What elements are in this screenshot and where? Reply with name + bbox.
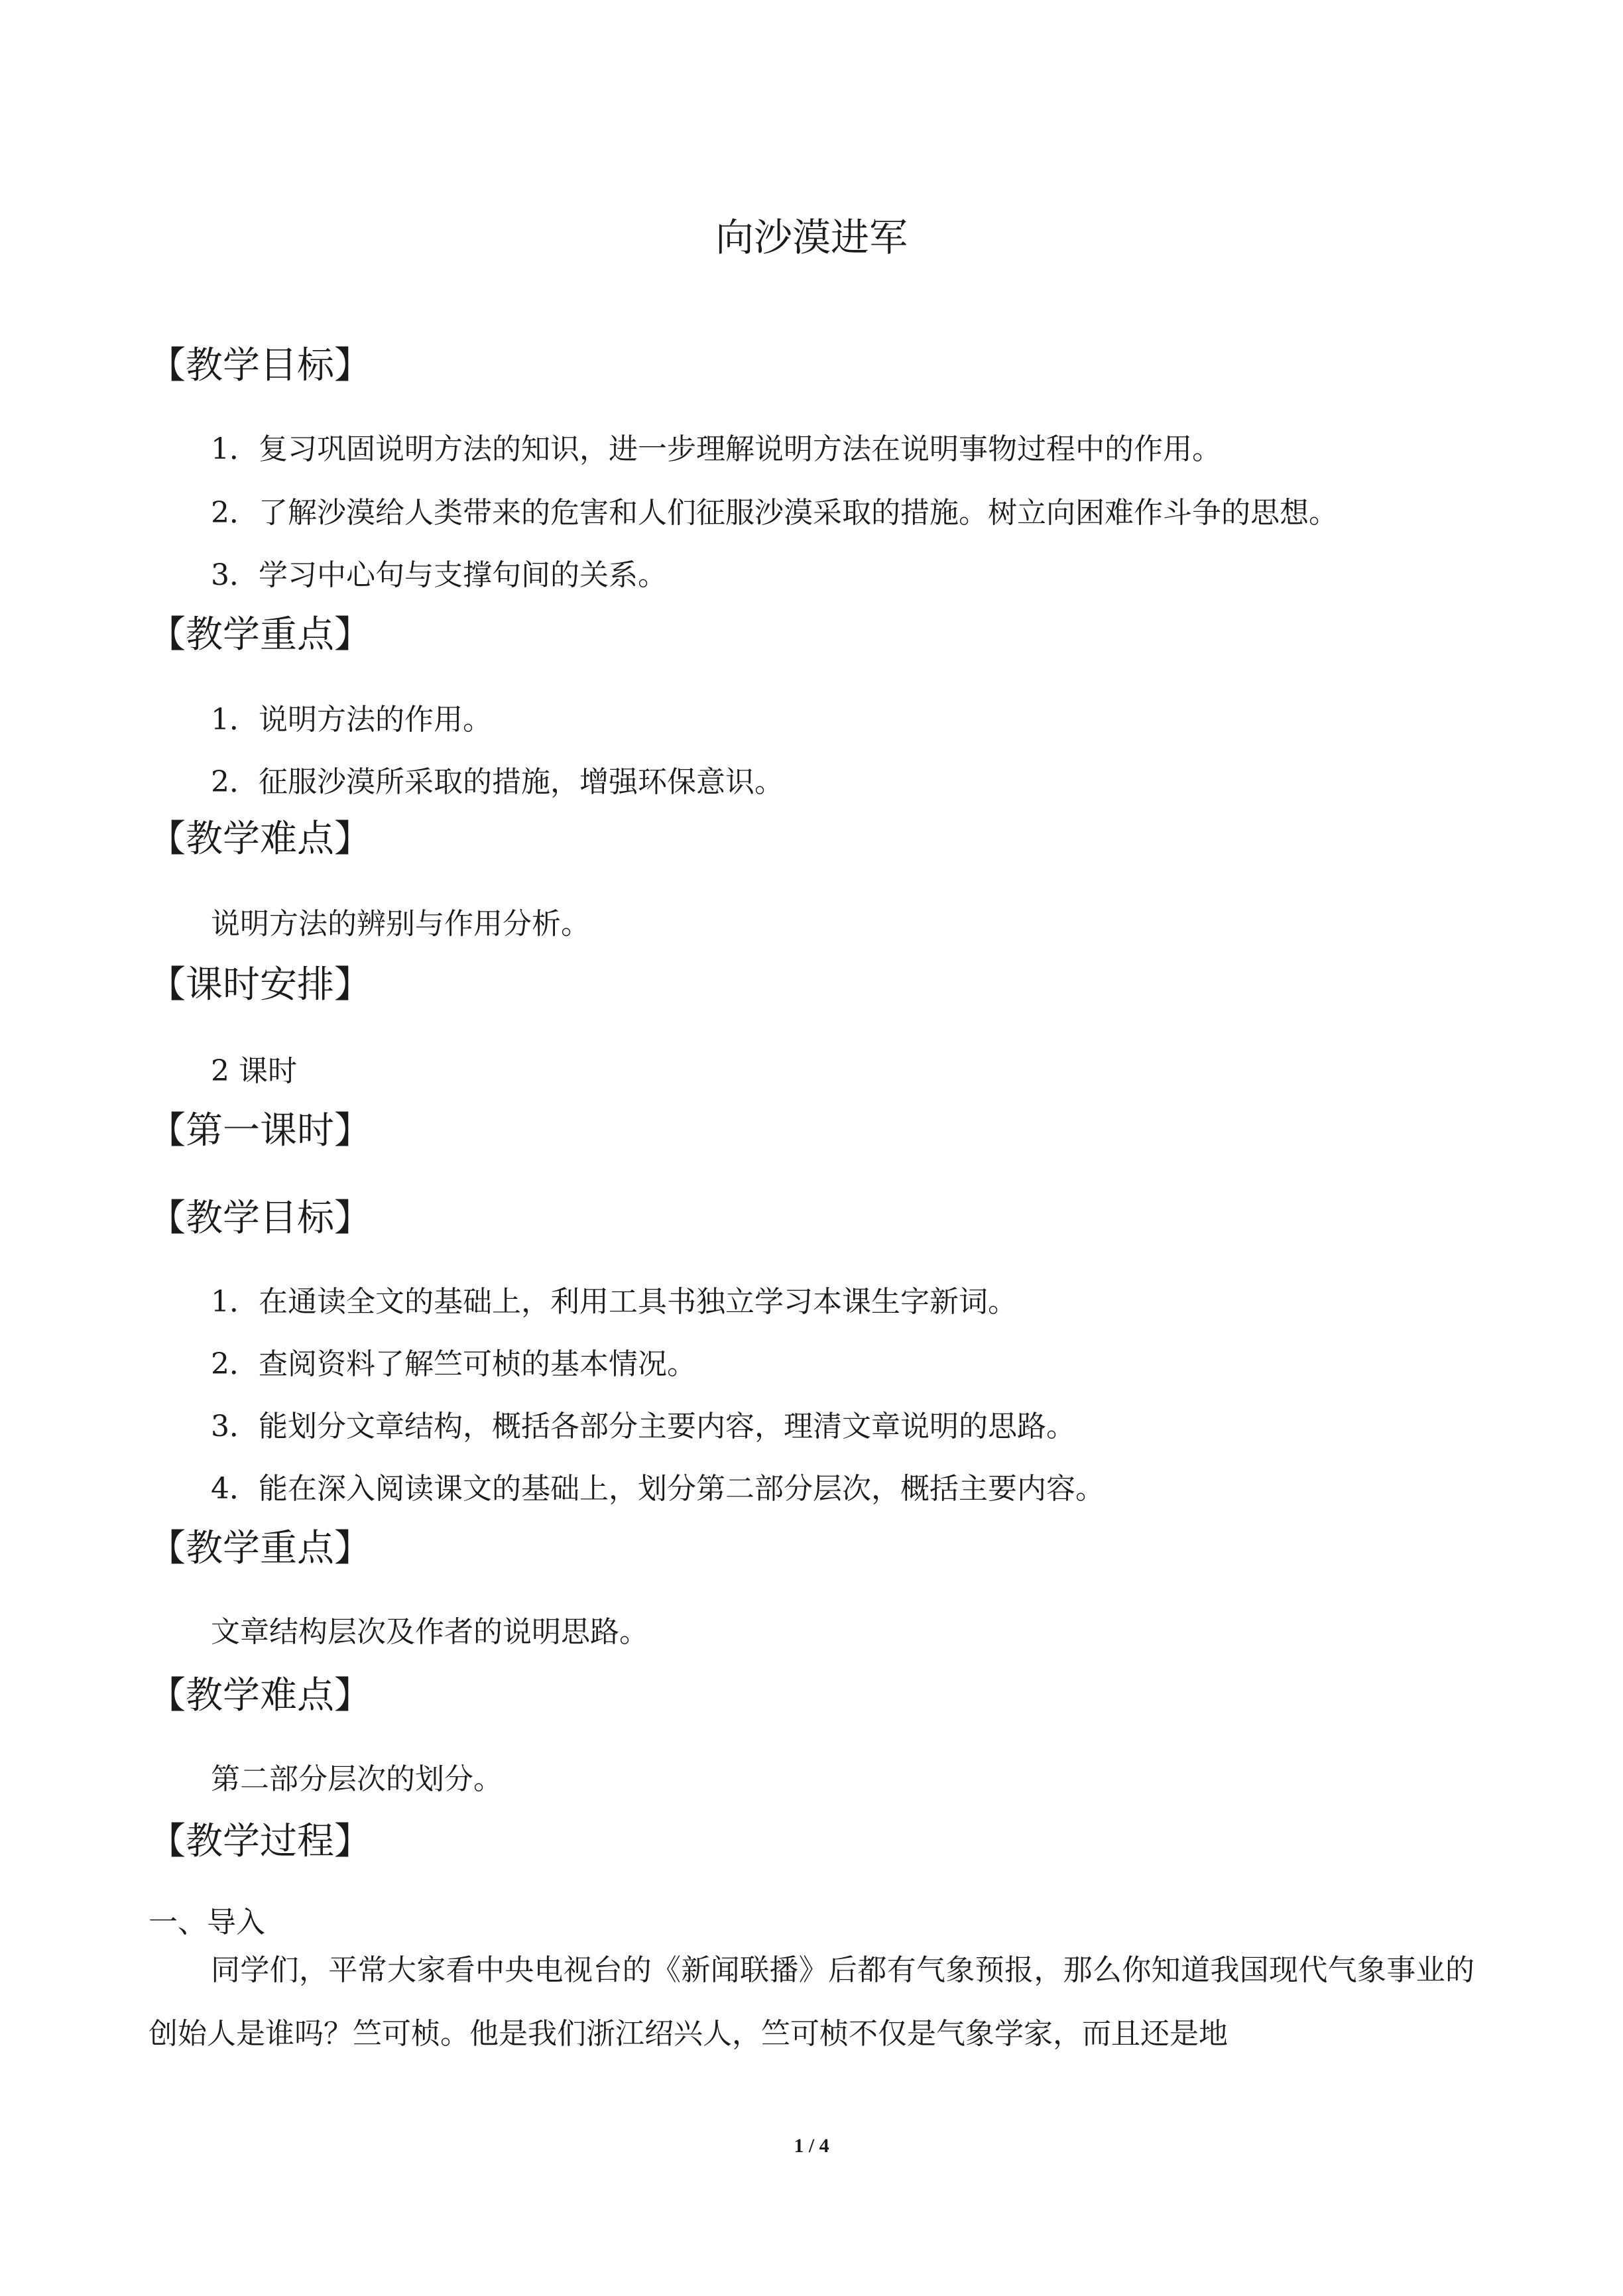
page-number: 1 / 4 (794, 2135, 829, 2157)
goal-item-3: 3．学习中心句与支撑句间的关系。 (211, 558, 667, 592)
goal-item-1: 1．复习巩固说明方法的知识，进一步理解说明方法在说明事物过程中的作用。 (211, 432, 1221, 466)
section-heading-difficulties: 【教学难点】 (149, 817, 371, 861)
section-heading-difficulties-lesson1: 【教学难点】 (149, 1674, 371, 1717)
lesson1-difficulty-item-1: 第二部分层次的划分。 (211, 1762, 503, 1796)
difficulty-item-1: 说明方法的辨别与作用分析。 (211, 907, 590, 941)
lesson1-goal-item-1: 1．在通读全文的基础上，利用工具书独立学习本课生字新词。 (211, 1285, 1017, 1319)
process-step-title: 一、导入 (149, 1905, 265, 1939)
lesson1-goal-item-4: 4．能在深入阅读课文的基础上，划分第二部分层次，概括主要内容。 (211, 1472, 1105, 1506)
lesson1-goal-item-2: 2．查阅资料了解竺可桢的基本情况。 (211, 1347, 696, 1381)
process-intro-paragraph: 同学们，平常大家看中央电视台的《新闻联播》后都有气象预报，那么你知道我国现代气象事业的创始人是谁吗？竺可桢。他是我们浙江绍兴人，竺可桢不仅是气象学家，而且还是地 (149, 1953, 1474, 2051)
schedule-item-1: 2 课时 (211, 1054, 297, 1088)
section-heading-schedule: 【课时安排】 (149, 963, 371, 1006)
goal-item-2: 2．了解沙漠给人类带来的危害和人们征服沙漠采取的措施。树立向困难作斗争的思想。 (211, 496, 1338, 530)
section-heading-teaching-process: 【教学过程】 (149, 1820, 371, 1863)
key-point-item-1: 1．说明方法的作用。 (211, 703, 492, 737)
section-heading-teaching-goals: 【教学目标】 (149, 344, 371, 387)
document-title: 向沙漠进军 (715, 215, 908, 260)
lesson1-key-point-item-1: 文章结构层次及作者的说明思路。 (211, 1615, 648, 1649)
key-point-item-2: 2．征服沙漠所采取的措施，增强环保意识。 (211, 765, 784, 799)
section-heading-key-points-lesson1: 【教学重点】 (149, 1527, 371, 1570)
section-heading-first-lesson: 【第一课时】 (149, 1109, 371, 1152)
lesson1-goal-item-3: 3．能划分文章结构，概括各部分主要内容，理清文章说明的思路。 (211, 1410, 1075, 1443)
section-heading-teaching-goals-lesson1: 【教学目标】 (149, 1197, 371, 1240)
section-heading-key-points: 【教学重点】 (149, 613, 371, 656)
